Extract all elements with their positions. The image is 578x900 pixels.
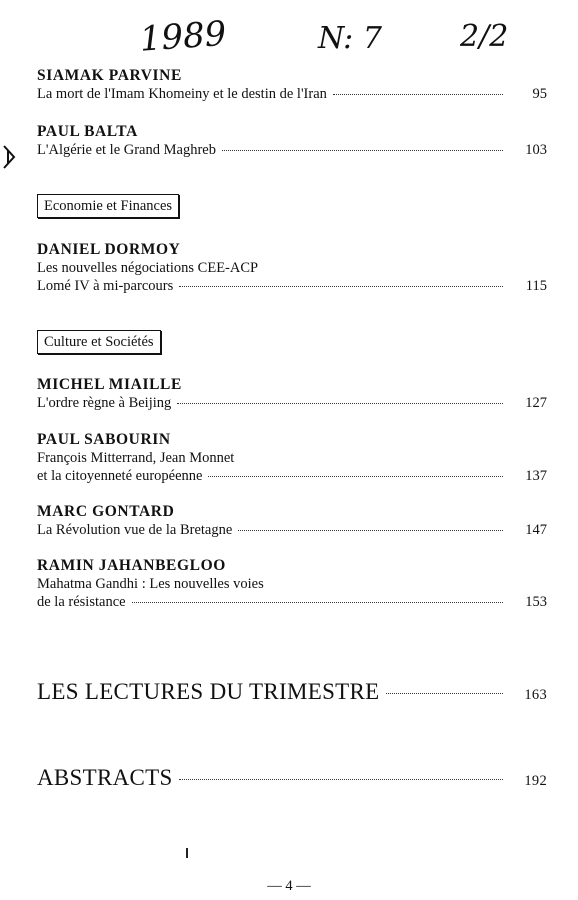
toc-entry — [37, 556, 547, 611]
major-heading: LES LECTURES DU TRIMESTRE — [37, 679, 380, 704]
page-number: 153 — [525, 594, 547, 610]
page-number: 95 — [532, 86, 547, 102]
leader-dots — [177, 403, 503, 404]
toc-entry — [37, 430, 547, 485]
handwritten-year: 1989 — [140, 13, 228, 60]
entry-line — [37, 575, 547, 593]
entry-line — [37, 394, 547, 412]
toc-major-lectures — [37, 678, 547, 709]
toc-entry — [37, 502, 547, 539]
article-title: Les nouvelles négociations CEE-ACP — [37, 260, 259, 276]
article-title: François Mitterrand, Jean Monnet — [37, 450, 235, 466]
toc-major-abstracts — [37, 764, 547, 795]
section-heading-culture: Culture et Sociétés — [37, 330, 161, 354]
entry-author: DANIEL DORMOY — [37, 241, 181, 258]
toc-entry — [37, 375, 547, 412]
leader-dots — [386, 693, 503, 694]
entry-line — [37, 593, 547, 611]
toc-entry — [37, 240, 547, 295]
entry-author: PAUL SABOURIN — [37, 431, 171, 448]
article-title: de la résistance — [37, 594, 126, 610]
article-title: Lomé IV à mi-parcours — [37, 278, 174, 294]
margin-mark-icon — [2, 144, 16, 170]
toc-entry — [37, 122, 547, 159]
page-number: 192 — [524, 773, 547, 789]
leader-dots — [132, 602, 503, 603]
leader-dots — [238, 530, 503, 531]
entry-author: RAMIN JAHANBEGLOO — [37, 557, 226, 574]
handwritten-copy: 2/2 — [460, 19, 509, 54]
section-heading-economie: Economie et Finances — [37, 194, 179, 218]
scan-speck — [186, 848, 188, 858]
entry-line — [37, 521, 547, 539]
handwritten-note — [140, 10, 540, 60]
leader-dots — [179, 779, 503, 780]
major-heading: ABSTRACTS — [37, 765, 173, 790]
page-number: 103 — [525, 142, 547, 158]
article-title: La Révolution vue de la Bretagne — [37, 522, 233, 538]
article-title: L'ordre règne à Beijing — [37, 395, 172, 411]
entry-line — [37, 85, 547, 103]
page-folio: — 4 — — [267, 878, 311, 894]
page-number: 147 — [525, 522, 547, 538]
page-number: 163 — [524, 687, 547, 703]
toc-entry — [37, 66, 547, 103]
entry-line — [37, 259, 547, 277]
article-title: La mort de l'Imam Khomeiny et le destin de l'Iran — [37, 86, 327, 102]
page-number: 137 — [525, 468, 547, 484]
entry-author: MICHEL MIAILLE — [37, 376, 182, 393]
article-title: L'Algérie et le Grand Maghreb — [37, 142, 216, 158]
page-number: 127 — [525, 395, 547, 411]
entry-line — [37, 449, 547, 467]
article-title: et la citoyenneté européenne — [37, 468, 203, 484]
entry-author: PAUL BALTA — [37, 123, 138, 140]
entry-line — [37, 141, 547, 159]
leader-dots — [333, 94, 503, 95]
entry-line — [37, 467, 547, 485]
article-title: Mahatma Gandhi : Les nouvelles voies — [37, 576, 264, 592]
entry-author: SIAMAK PARVINE — [37, 67, 182, 84]
page-number: 115 — [525, 278, 547, 294]
handwritten-issue: N: 7 — [318, 21, 382, 56]
entry-author: MARC GONTARD — [37, 503, 175, 520]
leader-dots — [179, 286, 503, 287]
leader-dots — [222, 150, 503, 151]
entry-line — [37, 277, 547, 295]
leader-dots — [208, 476, 503, 477]
